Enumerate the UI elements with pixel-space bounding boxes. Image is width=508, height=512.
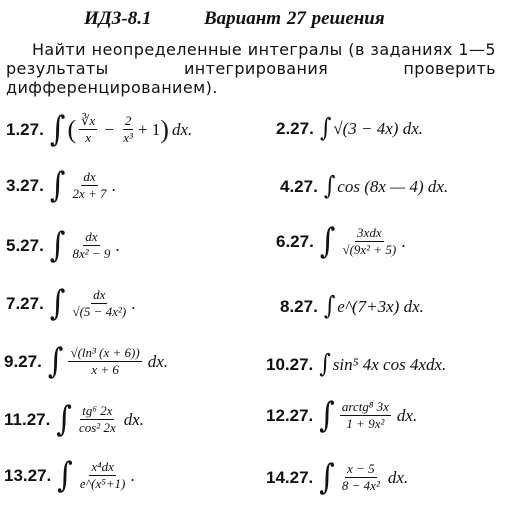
problem-number: 11.27. (4, 409, 51, 429)
numerator: √(ln³ (x + 6)) (70, 345, 140, 360)
integral-sign: ∫ (49, 224, 66, 266)
denominator: x³ (123, 130, 133, 145)
problem-12: 12.27. ∫ $\frac{\text{arctg⁸ 3x}}{\text{1 + 9x²}}$ dx. (266, 394, 418, 436)
problem-13: 13.27. ∫ $\frac{\text{x⁴dx}}{\text{e\textasciicircum{}(x⁵+1)}}$ . (4, 454, 135, 496)
denominator: 1 + 9x² (346, 416, 385, 431)
denominator: 2x + 7 (72, 186, 107, 201)
problem-4 (280, 172, 449, 201)
problem-number: 8.27. (280, 297, 318, 316)
problem-7: 7.27. ∫ $\frac{dx}{\text{√(5 − 4x²)}}$ . (6, 282, 136, 324)
problem-2 (276, 114, 423, 143)
integral-sign: ∫ (319, 394, 335, 436)
integral-sign: ∫ (323, 172, 336, 201)
denominator: √(9x² + 5) (342, 242, 397, 257)
fraction (340, 226, 398, 257)
problem-11: 11.27. ∫ $\frac{\text{tg⁶ 2x}}{\text{cos² 2x}}$ dx. (4, 398, 145, 440)
task-instructions: Найти неопределенные интегралы (в заданиях 1—5 результаты интегрирования проверить дифференцированием). (6, 40, 496, 97)
numerator: x⁴dx (91, 459, 114, 474)
integral-sign: ∫ (49, 108, 66, 150)
problem-3: 3.27. ∫ $\frac{dx}{2x + 7}$ . (6, 164, 116, 206)
problem-number: 1.27. (6, 119, 44, 139)
problem-number: 9.27. (4, 351, 42, 371)
fraction (70, 170, 108, 201)
integral-sign: ∫ (49, 282, 66, 324)
problem-number: 7.27. (6, 293, 44, 313)
fraction (70, 230, 112, 261)
integral-sign: ∫ (319, 114, 332, 143)
numerator: dx (93, 287, 106, 302)
denominator: e^(x⁵+1) (79, 476, 126, 491)
constant-term: + 1 (137, 119, 161, 139)
fraction (77, 404, 118, 435)
assignment-code: ИДЗ-8.1 (84, 8, 152, 29)
integral-sign: ∫ (319, 220, 336, 262)
problem-5: 5.27. ∫ $\frac{dx}{\text{8x² − 9}}$ . (6, 224, 120, 266)
numerator: arctg⁸ 3x (341, 399, 389, 414)
denominator: √(5 − 4x²) (72, 304, 127, 319)
numerator: 2 (124, 113, 132, 128)
integrand: e^(7+3x) dx. (337, 297, 424, 316)
numerator: dx (83, 169, 96, 184)
integrand: √(3 − 4x) dx. (333, 119, 423, 138)
denominator: x (85, 130, 92, 145)
fraction (79, 114, 97, 145)
numerator: 3xdx (357, 225, 382, 240)
denominator: x + 6 (91, 362, 119, 377)
integral-sign: ∫ (319, 456, 335, 498)
fraction (340, 462, 382, 493)
problem-number: 5.27. (6, 235, 44, 255)
fraction (121, 114, 135, 145)
numerator: dx (85, 229, 98, 244)
problem-9: 9.27. ∫ $\frac{\text{√(ln³ (x + 6))}}{x + 6}$ dx. (4, 340, 169, 382)
problem-number: 13.27. (4, 465, 52, 485)
integral-sign: ∫ (323, 292, 336, 321)
variant-title: Вариант 27 решения (204, 8, 385, 29)
fraction (340, 400, 391, 431)
denominator: 8x² − 9 (72, 246, 111, 261)
denominator: cos² 2x (78, 420, 116, 435)
header (0, 8, 508, 32)
problem-number: 14.27. (266, 467, 314, 487)
problem-number: 4.27. (280, 177, 318, 196)
integral-sign: ∫ (47, 340, 64, 382)
problem-number: 3.27. (6, 175, 44, 195)
problem-number: 10.27. (266, 355, 314, 374)
fraction (68, 346, 141, 377)
problem-6: 6.27. ∫ $\frac{\text{3xdx}}{\text{√(9x² + 5)}}$ . (276, 220, 406, 262)
integral-sign: ∫ (57, 454, 73, 496)
numerator: ∛x (81, 113, 96, 128)
numerator: x − 5 (347, 461, 375, 476)
problem-14: 14.27. ∫ $\frac{x - 5}{\text{8 − 4x²}}$ dx. (266, 456, 409, 498)
fraction (78, 460, 127, 491)
fraction (70, 288, 128, 319)
problem-number: 12.27. (266, 405, 314, 425)
integral-sign: ∫ (319, 350, 331, 379)
integrand: cos (8x — 4) dx. (337, 177, 449, 196)
problem-number: 6.27. (276, 231, 314, 251)
integral-expression: ∫ ( $\frac{∛x}{x}$ − $\frac{2}{\text{x³}}$ + 1 ) dx. (49, 108, 193, 150)
integrand: sin⁵ 4x cos 4xdx. (332, 355, 447, 374)
integral-sign: ∫ (56, 398, 72, 440)
numerator: tg⁶ 2x (82, 403, 113, 418)
problem-8 (280, 292, 424, 321)
problem-1 (6, 108, 193, 150)
problem-number: 2.27. (276, 119, 314, 138)
denominator: 8 − 4x² (341, 478, 380, 493)
integral-sign: ∫ (49, 164, 66, 206)
problem-10 (266, 350, 447, 379)
differential: dx. (171, 119, 193, 139)
